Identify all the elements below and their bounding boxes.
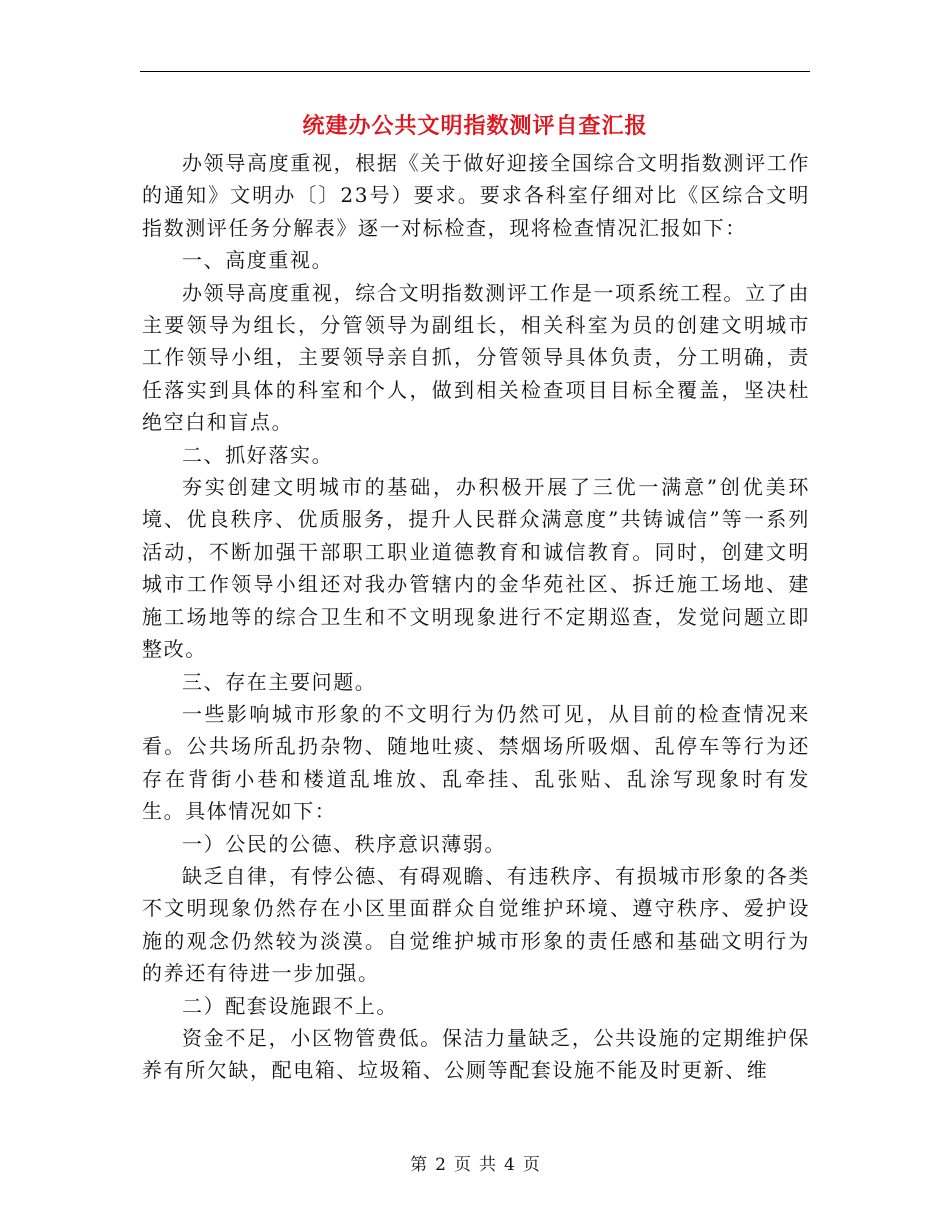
- section-2-paragraph: 夯实创建文明城市的基础，办积极开展了三优一满意”创优美环境、优良秩序、优质服务，提升人民群众满意度”共铸诚信”等一系列活动，不断加强干部职工职业道德教育和诚信教育。同时，创建文明城市工作领导小组还对我办管辖内的金华苑社区、拆迁施工场地、建施工场地等的综合卫生和不文明现象进行不定期巡查，发觉问题立即整改。: [142, 475, 810, 662]
- footer-page-word: 页: [454, 1155, 471, 1175]
- section-heading-2: 二、抓好落实。: [182, 442, 334, 467]
- subheading-2: 二）配套设施跟不上。: [182, 993, 398, 1018]
- subheading-1: 一）公民的公德、秩序意识薄弱。: [182, 831, 506, 856]
- document-title: 统建办公共文明指数测评自查汇报: [302, 113, 648, 139]
- section-1-paragraph: 办领导高度重视，综合文明指数测评工作是一项系统工程。立了由主要领导为组长，分管领导为副组长，相关科室为员的创建文明城市工作领导小组，主要领导亲自抓，分管领导具体负责，分工明确，责任落实到具体的科室和个人，做到相关检查项目目标全覆盖，坚决杜绝空白和盲点。: [142, 280, 810, 435]
- total-page-count: 4: [504, 1155, 515, 1175]
- page-footer: [0, 1153, 950, 1177]
- subsection-1-paragraph: 缺乏自律，有悖公德、有碍观瞻、有违秩序、有损城市形象的各类不文明现象仍然存在小区里面群众自觉维护环境、遵守秩序、爱护设施的观念仍然较为淡漠。自觉维护城市形象的责任感和基础文明行为的养还有待进一步加强。: [142, 863, 810, 986]
- current-page-number: 2: [435, 1155, 446, 1175]
- footer-prefix: 第: [410, 1155, 428, 1175]
- footer-suffix: 页: [522, 1155, 540, 1175]
- section-3-paragraph: 一些影响城市形象的不文明行为仍然可见，从目前的检查情况来看。公共场所乱扔杂物、随地吐痰、禁烟场所吸烟、乱停车等行为还存在背街小巷和楼道乱堆放、乱牵挂、乱张贴、乱涂写现象时有发生。具体情况如下：: [142, 701, 810, 824]
- section-heading-1: 一、高度重视。: [182, 248, 334, 273]
- subsection-2-paragraph: 资金不足，小区物管费低。保洁力量缺乏，公共设施的定期维护保养有所欠缺，配电箱、垃圾箱、公厕等配套设施不能及时更新、维: [142, 1025, 810, 1083]
- header-rule: [140, 71, 810, 72]
- section-heading-3: 三、存在主要问题。: [182, 669, 377, 694]
- intro-paragraph: 办领导高度重视，根据《关于做好迎接全国综合文明指数测评工作的通知》文明办〔〕23号）要求。要求各科室仔细对比《区综合文明指数测评任务分解表》逐一对标检查，现将检查情况汇报如下：: [142, 151, 810, 240]
- footer-total-word: 共: [479, 1155, 496, 1175]
- document-body: [142, 147, 810, 1087]
